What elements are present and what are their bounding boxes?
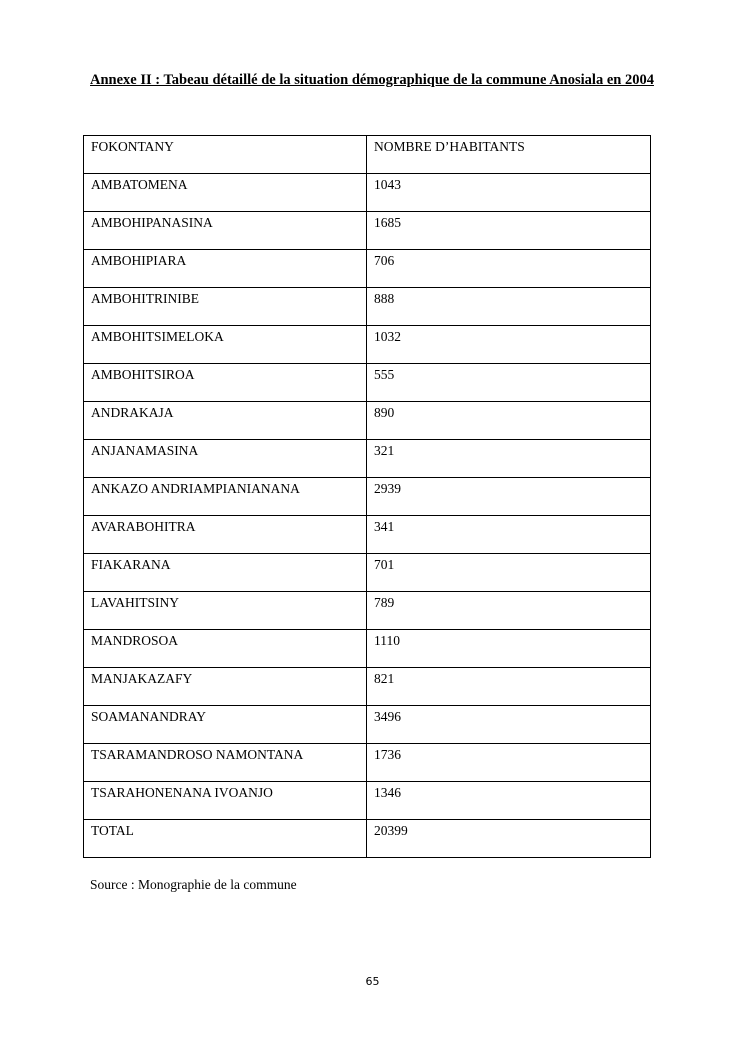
fokontany-cell: SOAMANANDRAY <box>84 706 367 744</box>
table-row <box>84 326 651 364</box>
habitants-cell: 701 <box>367 554 651 592</box>
table-row <box>84 402 651 440</box>
habitants-cell: 1032 <box>367 326 651 364</box>
fokontany-cell: AMBOHITRINIBE <box>84 288 367 326</box>
fokontany-cell: AMBOHITSIROA <box>84 364 367 402</box>
fokontany-cell: AMBATOMENA <box>84 174 367 212</box>
header-habitants: NOMBRE D’HABITANTS <box>367 136 651 174</box>
habitants-cell: 821 <box>367 668 651 706</box>
table-row <box>84 706 651 744</box>
table-row <box>84 288 651 326</box>
table-row <box>84 820 651 858</box>
fokontany-cell: AMBOHIPIARA <box>84 250 367 288</box>
page-number: 65 <box>365 975 380 988</box>
habitants-cell: 1736 <box>367 744 651 782</box>
habitants-cell: 321 <box>367 440 651 478</box>
habitants-cell: 20399 <box>367 820 651 858</box>
table-row <box>84 364 651 402</box>
fokontany-cell: AVARABOHITRA <box>84 516 367 554</box>
fokontany-cell: ANJANAMASINA <box>84 440 367 478</box>
fokontany-cell: ANDRAKAJA <box>84 402 367 440</box>
table-row <box>84 174 651 212</box>
fokontany-cell: FIAKARANA <box>84 554 367 592</box>
table-row <box>84 592 651 630</box>
source-note: Source : Monographie de la commune <box>90 877 297 892</box>
table-row <box>84 744 651 782</box>
habitants-cell: 3496 <box>367 706 651 744</box>
habitants-cell: 789 <box>367 592 651 630</box>
habitants-cell: 888 <box>367 288 651 326</box>
table-header-row <box>84 136 651 174</box>
header-fokontany: FOKONTANY <box>84 136 367 174</box>
fokontany-cell: MANJAKAZAFY <box>84 668 367 706</box>
fokontany-cell: ANKAZO ANDRIAMPIANIANANA <box>84 478 367 516</box>
habitants-cell: 706 <box>367 250 651 288</box>
table-row <box>84 630 651 668</box>
habitants-cell: 890 <box>367 402 651 440</box>
table-row <box>84 250 651 288</box>
table-row <box>84 516 651 554</box>
fokontany-cell: MANDROSOA <box>84 630 367 668</box>
fokontany-cell: TOTAL <box>84 820 367 858</box>
table-row <box>84 668 651 706</box>
habitants-cell: 555 <box>367 364 651 402</box>
fokontany-cell: LAVAHITSINY <box>84 592 367 630</box>
habitants-cell: 341 <box>367 516 651 554</box>
demographic-table <box>83 135 651 858</box>
table-body <box>84 174 651 858</box>
fokontany-cell: AMBOHITSIMELOKA <box>84 326 367 364</box>
table-row <box>84 554 651 592</box>
page-title: Annexe II : Tabeau détaillé de la situation démographique de la commune Anosiala en 2004 <box>90 72 654 88</box>
table-row <box>84 478 651 516</box>
table-row <box>84 212 651 250</box>
fokontany-cell: TSARAHONENANA IVOANJO <box>84 782 367 820</box>
table-row <box>84 440 651 478</box>
habitants-cell: 1110 <box>367 630 651 668</box>
habitants-cell: 1346 <box>367 782 651 820</box>
fokontany-cell: AMBOHIPANASINA <box>84 212 367 250</box>
fokontany-cell: TSARAMANDROSO NAMONTANA <box>84 744 367 782</box>
table-row <box>84 782 651 820</box>
habitants-cell: 1685 <box>367 212 651 250</box>
habitants-cell: 1043 <box>367 174 651 212</box>
habitants-cell: 2939 <box>367 478 651 516</box>
